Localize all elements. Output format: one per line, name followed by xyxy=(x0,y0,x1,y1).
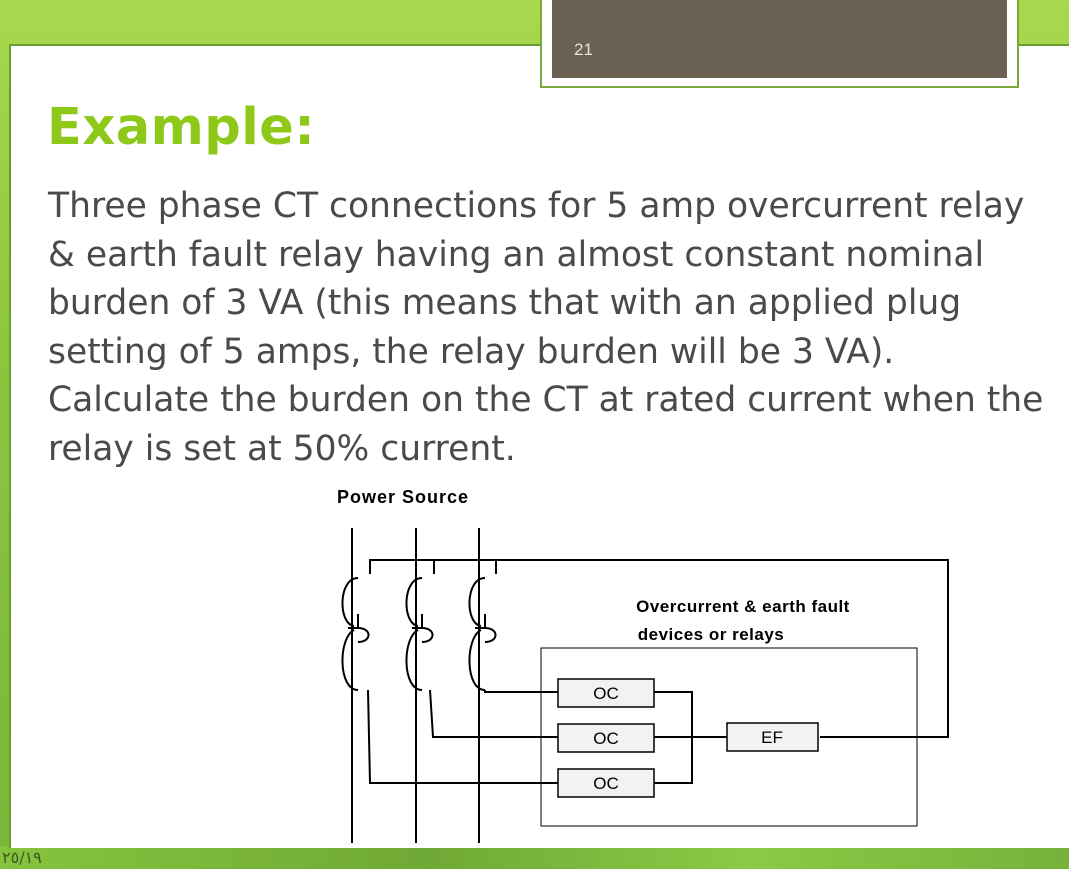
power-source-label: Power Source xyxy=(337,487,470,507)
earth-fault-relay xyxy=(727,723,818,751)
ct-connection-diagram xyxy=(300,478,960,850)
oc-relay-label: OC xyxy=(593,729,619,748)
ct-coil-a xyxy=(342,578,368,690)
oc-relay-label: OC xyxy=(593,774,619,793)
ct-coil-c xyxy=(469,578,495,690)
slide-title: Example: xyxy=(47,98,316,157)
oc-relay-label: OC xyxy=(593,684,619,703)
earth-fault-label: EF xyxy=(761,728,783,747)
slide-number-plate xyxy=(552,0,1007,78)
wire-phase-b xyxy=(430,690,558,737)
oc-relay xyxy=(558,769,654,797)
relay-group-label-line1: Overcurrent & earth fault xyxy=(636,597,850,616)
oc-relay xyxy=(558,679,654,707)
slide-body-text: Three phase CT connections for 5 amp overcurrent relay & earth fault relay having an almost constant nominal burden of 3 VA (this means that with an applied plug setting of 5 amps, the relay burden will be 3 VA). Calculate the burden on the CT at rated current when the relay is set at 50% current. xyxy=(48,186,1044,469)
slide-number: 21 xyxy=(574,40,593,59)
oc-relay xyxy=(558,724,654,752)
relay-group-label-line2: devices or relays xyxy=(637,625,785,644)
footer-date: ٢٥/١٩ xyxy=(2,848,42,867)
wire-phase-c xyxy=(485,690,558,692)
ct-coil-b xyxy=(406,578,432,690)
slide-number-box xyxy=(540,0,1019,88)
